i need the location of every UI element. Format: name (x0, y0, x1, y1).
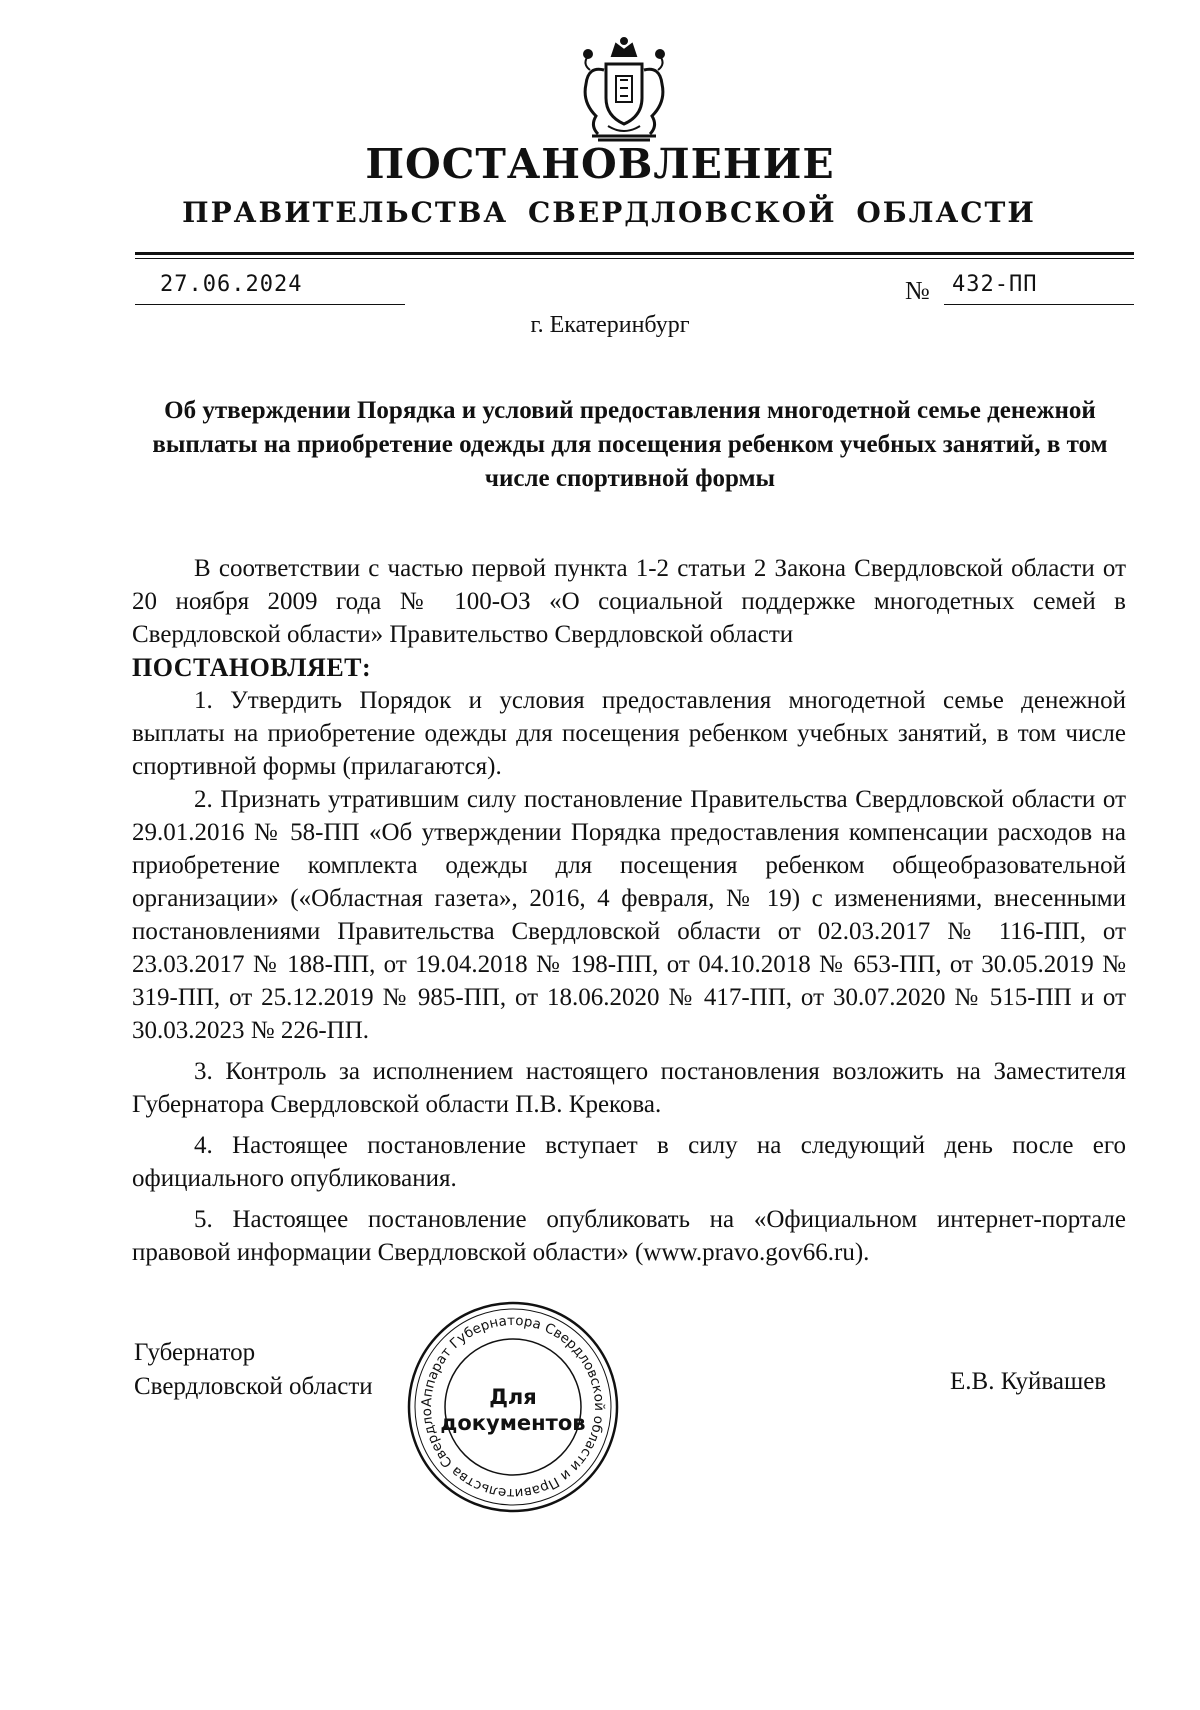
stamp-center-line: документов (440, 1411, 586, 1435)
preamble-paragraph: В соответствии с частью первой пункта 1-2 статьи 2 Закона Свердловской области от 20 ноября 2009 года № 100-ОЗ «О социальной поддержке многодетных семей в Свердловской области» Правительство Свердловской области (132, 555, 1126, 648)
item-paragraph: 4. Настоящее постановление вступает в силу на следующий день после его официального опубликования. (132, 1132, 1126, 1192)
stamp-center-line: Для (489, 1385, 537, 1409)
official-seal-stamp (404, 1298, 622, 1516)
signatory-position-line: Губернатор (134, 1339, 256, 1366)
item-paragraph: 1. Утвердить Порядок и условия предоставления многодетной семье денежной выплаты на приобретение одежды для посещения ребенком учебных занятий, в том числе спортивной формы (прилагаются). (132, 687, 1126, 780)
document-body (132, 552, 1126, 1269)
signatory-position (134, 1336, 373, 1404)
signatory-position-line: Свердловской области (134, 1373, 373, 1400)
number-underline (944, 304, 1134, 305)
header-divider-thick (135, 252, 1134, 255)
coat-of-arms-icon (568, 36, 680, 144)
resolves-heading: ПОСТАНОВЛЯЕТ: (132, 653, 372, 682)
signatory-name: Е.В. Куйвашев (950, 1368, 1107, 1395)
document-type-title: ПОСТАНОВЛЕНИЕ (365, 140, 835, 188)
item-paragraph: 5. Настоящее постановление опубликовать на «Официальном интернет-портале правовой информации Свердловской области» (www.pravo.gov66.ru). (132, 1206, 1126, 1266)
number-sign: № (905, 276, 930, 305)
item-paragraph: 2. Признать утратившим силу постановление Правительства Свердловской области от 29.01.2016 № 58-ПП «Об утверждении Порядка предоставления компенсации расходов на приобретение комплекта одежды для посещения ребенком общеобразовательной организации» («Областная газета», 2016, 4 февраля, № 19) с изменениями, внесенными постановлениями Правительства Свердловской области от 02.03.2017 № 116-ПП, от 23.03.2017 № 188-ПП, от 19.04.2018 № 198-ПП, от 04.10.2018 № 653-ПП, от 30.05.2019 № 319-ПП, от 25.12.2019 № 985-ПП, от 18.06.2020 № 417-ПП, от 30.07.2020 № 515-ПП и от 30.03.2023 № 226-ПП. (132, 786, 1126, 1044)
issuer-title: ПРАВИТЕЛЬСТВА СВЕРДЛОВСКОЙ ОБЛАСТИ (182, 196, 1036, 229)
document-subject-title: Об утверждении Порядка и условий предоставления многодетной семье денежной выплаты на приобретение одежды для посещения ребенком учебных занятий, в том числе спортивной формы (152, 397, 1108, 492)
document-date: 27.06.2024 (160, 272, 303, 297)
header-divider-thin (135, 258, 1134, 259)
document-number: 432-ПП (952, 272, 1038, 297)
city: г. Екатеринбург (530, 312, 690, 338)
date-underline (135, 304, 405, 305)
item-paragraph: 3. Контроль за исполнением настоящего постановления возложить на Заместителя Губернатора Свердловской области П.В. Крекова. (132, 1058, 1126, 1118)
stamp-ring-text: Аппарат Губернатора Свердловской области и Правительства Свердло (418, 1312, 608, 1502)
